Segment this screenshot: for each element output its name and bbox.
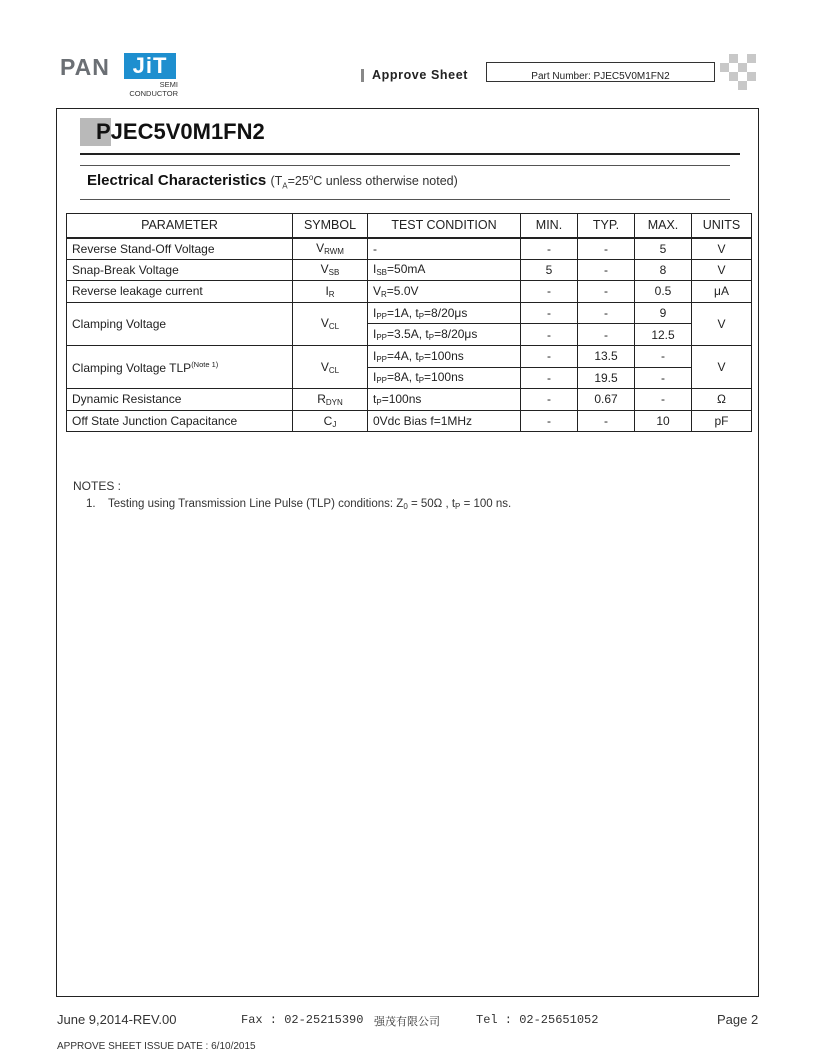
cell-condition: $t_P=100ns$ — [368, 389, 521, 411]
footer-issue-date: APPROVE SHEET ISSUE DATE : 6/10/2015 — [57, 1041, 256, 1052]
footer-fax: Fax : 02-25215390 — [241, 1013, 364, 1027]
cell-parameter: Reverse leakage current — [67, 281, 293, 303]
logo-pan-text: PAN — [60, 54, 110, 80]
cell-symbol: $V_{CL}$ — [293, 302, 368, 345]
cell-units: V — [692, 238, 752, 260]
cell-typ: - — [578, 324, 635, 346]
cell-max: 9 — [635, 302, 692, 324]
cell-typ: - — [578, 302, 635, 324]
cell-min: - — [521, 238, 578, 260]
cell-max: - — [635, 345, 692, 367]
cell-units: V — [692, 345, 752, 388]
cell-min: - — [521, 302, 578, 324]
cell-max: 12.5 — [635, 324, 692, 346]
checker-pattern-decoration — [720, 54, 758, 92]
col-header-test-condition: TEST CONDITION — [368, 214, 521, 238]
section-heading — [87, 172, 458, 191]
table-row — [67, 345, 752, 367]
col-header-parameter: PARAMETER — [67, 214, 293, 238]
col-header-units: UNITS — [692, 214, 752, 238]
cell-max: 5 — [635, 238, 692, 260]
cell-max: - — [635, 367, 692, 389]
table-row — [67, 259, 752, 281]
section-rule-bottom — [80, 199, 730, 200]
note-number: 1. — [86, 498, 96, 510]
cell-units: Ω — [692, 389, 752, 411]
title-rule — [80, 153, 740, 155]
section-title-text: Electrical Characteristics — [87, 172, 267, 189]
approve-sheet-label: Approve Sheet — [372, 68, 469, 82]
notes-heading: NOTES : — [73, 479, 122, 493]
cell-condition: $I_{SB}=50mA$ — [368, 259, 521, 281]
col-header-min: MIN. — [521, 214, 578, 238]
cell-condition: $I_{PP}=8A$, $t_P=100ns$ — [368, 367, 521, 389]
note-item-1: 1. Testing using Transmission Line Pulse (TLP) conditions: $Z_0 = 50\Omega$ , $t_P = 100$ ns. — [86, 498, 512, 511]
cell-symbol: $C_J$ — [293, 410, 368, 432]
cell-min: - — [521, 324, 578, 346]
cell-symbol: $V_{SB}$ — [293, 259, 368, 281]
cell-units: V — [692, 259, 752, 281]
logo-sub-line2: CONDUCTOR — [129, 89, 178, 98]
cell-condition: - — [368, 238, 521, 260]
cell-typ: - — [578, 238, 635, 260]
electrical-characteristics-table — [66, 213, 752, 432]
cell-max: 0.5 — [635, 281, 692, 303]
table-row — [67, 410, 752, 432]
cell-typ: 0.67 — [578, 389, 635, 411]
cell-min: 5 — [521, 259, 578, 281]
logo-sub-line1: SEMI — [159, 80, 178, 89]
cell-units: μA — [692, 281, 752, 303]
approve-marker-bar — [361, 69, 364, 82]
cell-typ: 13.5 — [578, 345, 635, 367]
cell-min: - — [521, 345, 578, 367]
cell-max: 8 — [635, 259, 692, 281]
footer-company-name: 强茂有限公司 — [374, 1016, 440, 1028]
table-row — [67, 281, 752, 303]
cell-parameter: Clamping Voltage — [67, 302, 293, 345]
table-row — [67, 389, 752, 411]
cell-symbol: $R_{DYN}$ — [293, 389, 368, 411]
cell-parameter: Snap-Break Voltage — [67, 259, 293, 281]
cell-min: - — [521, 281, 578, 303]
cell-min: - — [521, 410, 578, 432]
cell-condition: $I_{PP}=1A$, $t_P=8/20\mu s$ — [368, 302, 521, 324]
section-condition-note: ($T_A=25^oC$ unless otherwise noted) — [270, 172, 458, 191]
cell-symbol: $V_{CL}$ — [293, 345, 368, 388]
cell-min: - — [521, 389, 578, 411]
cell-typ: 19.5 — [578, 367, 635, 389]
cell-max: - — [635, 389, 692, 411]
footer-date-revision: June 9,2014-REV.00 — [57, 1012, 177, 1027]
cell-typ: - — [578, 259, 635, 281]
cell-condition: $I_{PP}=4A$, $t_P=100ns$ — [368, 345, 521, 367]
cell-min: - — [521, 367, 578, 389]
document-title: PJEC5V0M1FN2 — [96, 119, 265, 144]
footer-page-number: Page 2 — [717, 1012, 759, 1027]
col-header-typ: TYP. — [578, 214, 635, 238]
cell-condition: $V_R=5.0V$ — [368, 281, 521, 303]
cell-parameter: Dynamic Resistance — [67, 389, 293, 411]
col-header-max: MAX. — [635, 214, 692, 238]
table-row — [67, 302, 752, 324]
footer-tel: Tel : 02-25651052 — [476, 1013, 599, 1027]
cell-symbol: $I_R$ — [293, 281, 368, 303]
cell-parameter: Off State Junction Capacitance — [67, 410, 293, 432]
section-rule-top — [80, 165, 730, 166]
part-number-box: Part Number: PJEC5V0M1FN2 — [486, 62, 715, 82]
cell-units: V — [692, 302, 752, 345]
cell-max: 10 — [635, 410, 692, 432]
cell-symbol: $V_{RWM}$ — [293, 238, 368, 260]
table-header-row — [67, 214, 752, 238]
cell-typ: - — [578, 410, 635, 432]
logo-subtitle — [124, 80, 178, 98]
logo-jit-badge: JiT — [124, 53, 176, 79]
cell-condition: 0Vdc Bias f=1MHz — [368, 410, 521, 432]
cell-condition: $I_{PP}=3.5A$, $t_P=8/20\mu s$ — [368, 324, 521, 346]
cell-parameter: Clamping Voltage $TLP^{(Note 1)}$ — [67, 345, 293, 388]
table-row — [67, 238, 752, 260]
col-header-symbol: SYMBOL — [293, 214, 368, 238]
cell-units: pF — [692, 410, 752, 432]
cell-parameter: Reverse Stand-Off Voltage — [67, 238, 293, 260]
cell-typ: - — [578, 281, 635, 303]
